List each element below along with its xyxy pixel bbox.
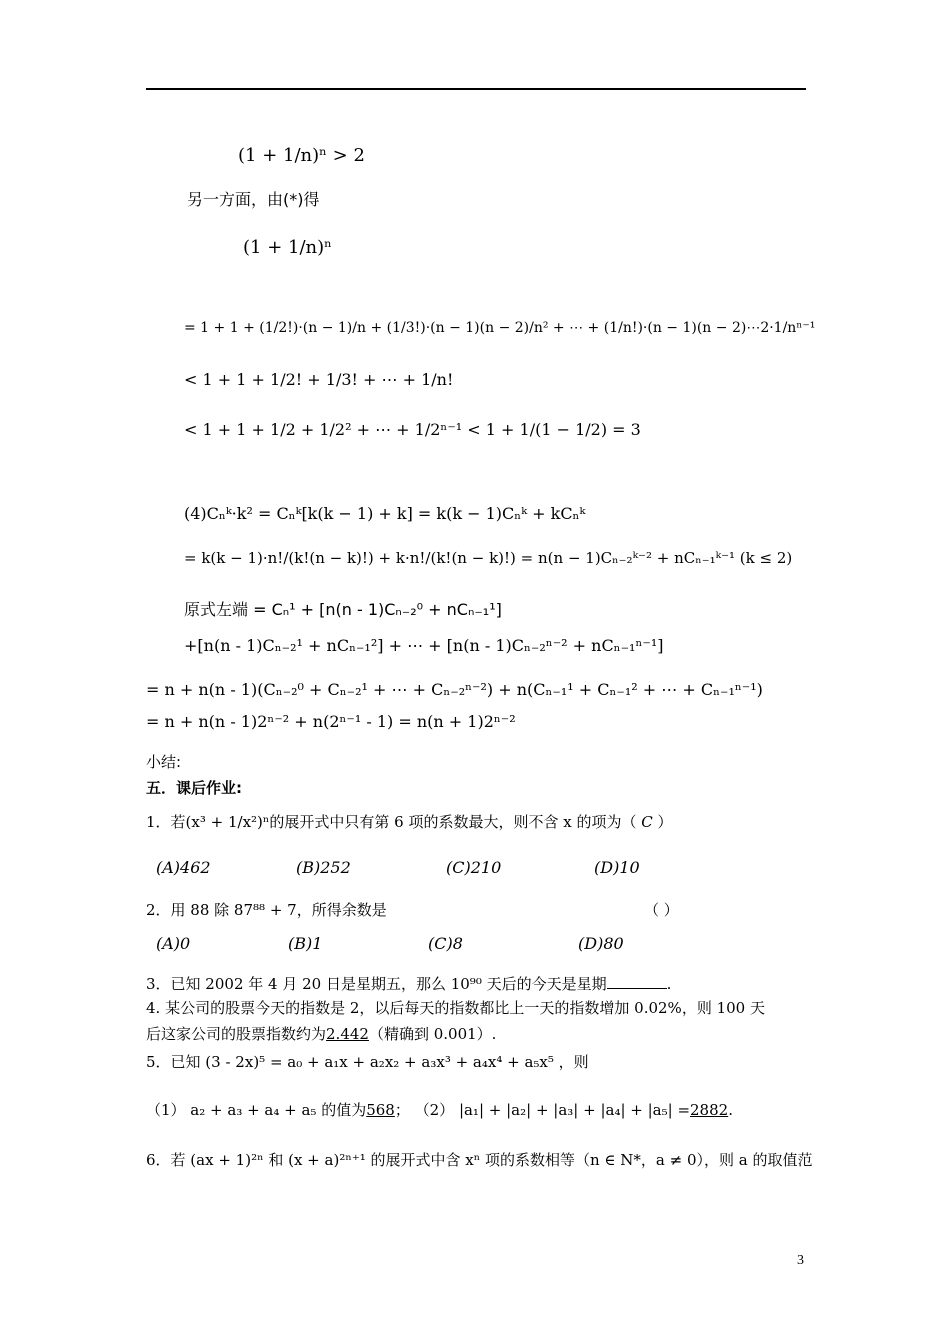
- math-line-10: +[n(n - 1)Cₙ₋₂¹ + nCₙ₋₁²] + ⋯ + [n(n - 1)Cₙ₋₂ⁿ⁻² + nCₙ₋₁ⁿ⁻¹]: [184, 636, 664, 655]
- math-line-3: (1 + 1/n)ⁿ: [243, 237, 332, 258]
- math-line-4: = 1 + 1 + (1/2!)·(n − 1)/n + (1/3!)·(n − 1)(n − 2)/n² + ⋯ + (1/n!)·(n − 1)(n − 2)⋯2·1/nⁿ⁻¹: [184, 320, 816, 336]
- question-3-blank: [607, 974, 667, 989]
- question-3-end: .: [666, 975, 672, 993]
- homework-title: 五．课后作业:: [146, 779, 242, 797]
- question-5-end: .: [728, 1101, 733, 1119]
- summary-label: 小结:: [146, 753, 182, 771]
- question-6: 6．若 (ax + 1)²ⁿ 和 (x + a)²ⁿ⁺¹ 的展开式中含 xⁿ 项的系数相等（n ∈ N*，a ≠ 0），则 a 的取值范: [146, 1151, 813, 1169]
- page-number: 3: [797, 1253, 804, 1268]
- math-line-2: 另一方面，由(*)得: [187, 190, 320, 209]
- question-1: [146, 812, 673, 832]
- q1-option-c: (C)210: [446, 858, 502, 877]
- question-1-answer: C: [641, 813, 653, 831]
- math-line-1: (1 + 1/n)ⁿ > 2: [238, 145, 365, 166]
- question-2: 2．用 88 除 87⁸⁸ + 7，所得余数是: [146, 901, 387, 919]
- question-3-text: 3．已知 2002 年 4 月 20 日是星期五，那么 10⁹⁰ 天后的今天是星期: [146, 975, 607, 993]
- question-5-part-1: （1） a₂ + a₃ + a₄ + a₅ 的值为: [146, 1101, 367, 1119]
- math-line-6: < 1 + 1 + 1/2 + 1/2² + ⋯ + 1/2ⁿ⁻¹ < 1 + 1/(1 − 1/2) = 3: [184, 420, 641, 439]
- q2-option-a: (A)0: [156, 934, 191, 953]
- q2-option-d: (D)80: [578, 934, 624, 953]
- question-5-line-2: [146, 1100, 733, 1120]
- question-4-line-1: 4. 某公司的股票今天的指数是 2，以后每天的指数都比上一天的指数增加 0.02%，则 100 天: [146, 999, 765, 1017]
- q1-option-a: (A)462: [156, 858, 211, 877]
- math-line-12: = n + n(n - 1)2ⁿ⁻² + n(2ⁿ⁻¹ - 1) = n(n + 1)2ⁿ⁻²: [146, 712, 516, 731]
- math-line-9: 原式左端 = Cₙ¹ + [n(n - 1)Cₙ₋₂⁰ + nCₙ₋₁¹]: [184, 600, 502, 619]
- question-4-post: （精确到 0.001）.: [368, 1025, 497, 1043]
- q2-option-c: (C)8: [428, 934, 463, 953]
- question-2-paren: （ ）: [644, 901, 679, 919]
- math-line-7: (4)Cₙᵏ·k² = Cₙᵏ[k(k − 1) + k] = k(k − 1)Cₙᵏ + kCₙᵏ: [184, 504, 586, 523]
- question-1-text: 1．若(x³ + 1/x²)ⁿ的展开式中只有第 6 项的系数最大，则不含 x 的项为（: [146, 813, 637, 831]
- question-5-line-1: 5．已知 (3 - 2x)⁵ = a₀ + a₁x + a₂x₂ + a₃x³ + a₄x⁴ + a₅x⁵ ，则: [146, 1053, 589, 1071]
- math-line-11: = n + n(n - 1)(Cₙ₋₂⁰ + Cₙ₋₂¹ + ⋯ + Cₙ₋₂ⁿ⁻²) + n(Cₙ₋₁¹ + Cₙ₋₁² + ⋯ + Cₙ₋₁ⁿ⁻¹): [146, 680, 763, 699]
- question-4-answer: 2.442: [326, 1025, 369, 1043]
- header-rule: [146, 88, 806, 90]
- question-4-line-2: [146, 1024, 496, 1044]
- question-1-close: ）: [657, 813, 673, 831]
- question-5-answer-1: 568: [366, 1101, 395, 1119]
- question-4-pre: 后这家公司的股票指数约为: [146, 1025, 327, 1043]
- q1-option-b: (B)252: [296, 858, 351, 877]
- q1-option-d: (D)10: [594, 858, 640, 877]
- math-line-8: = k(k − 1)·n!/(k!(n − k)!) + k·n!/(k!(n − k)!) = n(n − 1)Cₙ₋₂ᵏ⁻² + nCₙ₋₁ᵏ⁻¹ (k ≤ 2): [184, 549, 793, 567]
- question-5-answer-2: 2882: [690, 1101, 729, 1119]
- math-line-5: < 1 + 1 + 1/2! + 1/3! + ⋯ + 1/n!: [184, 370, 454, 389]
- question-5-part-2: ； （2） |a₁| + |a₂| + |a₃| + |a₄| + |a₅| =: [394, 1101, 691, 1119]
- q2-option-b: (B)1: [288, 934, 323, 953]
- question-3: [146, 974, 671, 994]
